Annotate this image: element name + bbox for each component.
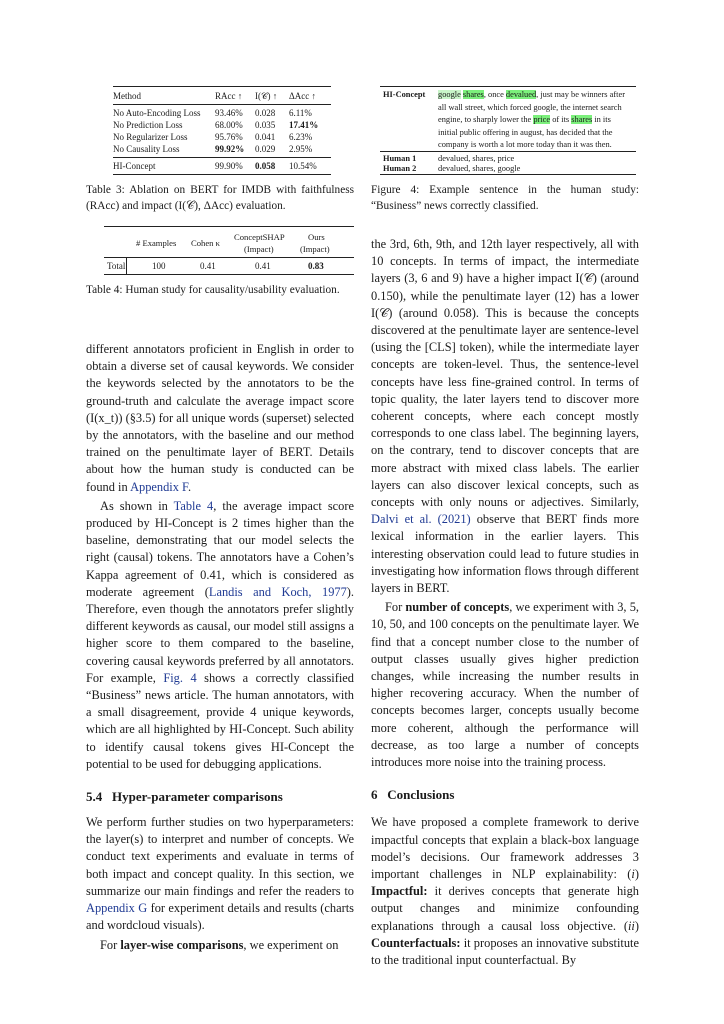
section-5-4-heading: 5.4 Hyper-parameter comparisons — [86, 789, 283, 805]
left-column — [86, 341, 354, 954]
paragraph: different annotators proficient in English in order to obtain a diverse set of causal keywords. We consider the keywords selected by the annotators to be the ground-truth and calculate the average impact score (I(x_t)) (§3.5) for all unique words (superset) selected by the annotators, with the baseline and our method trained on the penultimate layer of BERT. Details about how the human study is conducted can be found in Appendix F. — [86, 342, 354, 494]
fig-4-link[interactable]: Fig. 4 — [163, 670, 197, 685]
table-4-caption: Table 4: Human study for causality/usability evaluation. — [86, 284, 340, 296]
appendix-f-link[interactable]: Appendix F — [130, 479, 188, 494]
example-sentence: google shares, once devalued, just may be winners after all wall street, which forced google, the internet search engine, to sharply lower the price of its shares in its initial public offering in august, has decided that the company is worth a lot more today than it was then. — [438, 90, 625, 150]
figure-4-caption: Figure 4: Example sentence in the human study: “Business” news correctly classified. — [371, 184, 639, 212]
table-row: No Causality Loss 99.92% 0.029 2.95% — [113, 144, 313, 154]
paragraph: As shown in Table 4, the average impact score produced by HI-Concept is 2 times higher than the baseline, demonstrating that our model selects the right (causal) tokens. The annotators have a Cohen’s Kappa agreement of 0.41, which is considered as moderate agreement (Landis and Koch, 1977). Therefore, even though the annotators prefer slightly different keywords as causal, our model still assigns a higher score to them compared to the baseline, covering causal keywords preferred by all annotators. For example, Fig. 4 shows a correctly classified “Business” news article. The human annotators, with a small disagreement, provide 4 unique keywords, which are all highlighted by HI-Concept. Such ability to identify causal tokens gives HI-Concept the potential to be used for debugging applications. — [86, 498, 355, 771]
figure-4 — [380, 86, 636, 175]
human-2-label: Human 2 — [383, 164, 417, 173]
table-4: # Examples Cohen κ ConceptSHAP (Impact) Ours (Impact) Total 100 0.41 0.41 0.83 — [104, 226, 354, 275]
table-3-col-ic: I(𝒞) ↑ — [255, 90, 278, 101]
table-3-caption: Table 3: Ablation on BERT for IMDB with faithfulness (RAcc) and impact (I(𝒞), ΔAcc) evaluation. — [86, 184, 354, 212]
section-6-heading: 6 Conclusions — [371, 787, 455, 803]
table-4-col-ours: Ours — [308, 232, 325, 242]
table-row: No Auto-Encoding Loss 93.46% 0.028 6.11% — [113, 108, 312, 118]
table-row: Total 100 0.41 0.41 0.83 — [104, 258, 354, 274]
table-row: No Prediction Loss 68.00% 0.035 17.41% — [113, 120, 319, 130]
right-column — [371, 236, 639, 969]
table-4-link[interactable]: Table 4 — [173, 498, 214, 513]
human-1-label: Human 1 — [383, 154, 417, 163]
table-row: No Regularizer Loss 95.76% 0.041 6.23% — [113, 132, 313, 142]
table-4-col-cohen: Cohen κ — [191, 238, 220, 248]
table-3-header — [113, 89, 331, 103]
table-3-col-racc: RAcc ↑ — [215, 91, 243, 101]
paragraph: the 3rd, 6th, 9th, and 12th layer respectively, all with 10 concepts. In terms of impact, the intermediate layers (3, 6 and 9) have a higher impact I(𝒞) (around 0.150), while the penultimate layer (12) has a lower I(𝒞) (around 0.058). This is because the concepts discovered at the penultimate layer are sentence-level (using the [CLS] token), while the intermediate layer concepts are token-level. Thus, the sentence-level concepts have less fine-grained control. In terms of topic quality, the later layers tend to discover more coherent concepts, where each concept mostly corresponds to one class label. The beginning layers, on the contrary, tend to discover concepts that are more abstract with mixed class labels. The earlier layers can also discover lexical concepts, such as concepts with only nouns or adjectives. Similarly, Dalvi et al. (2021) observe that BERT finds more lexical information in the earlier layers. This interesting observation could lead to future studies in investigating how information flows through different layers in BERT. — [371, 237, 639, 596]
table-row: HI-Concept 99.90% 0.058 10.54% — [113, 161, 317, 171]
table-3 — [113, 86, 331, 175]
table-3-col-method: Method — [113, 91, 141, 101]
paragraph: For layer-wise comparisons, we experiment on — [100, 937, 339, 952]
dalvi-link[interactable]: Dalvi et al. (2021) — [371, 512, 471, 527]
table-4-col-conceptshap: ConceptSHAP — [234, 232, 285, 242]
paragraph: For number of concepts, we experiment with 3, 5, 10, 50, and 100 concepts on the penultimate layer. We find that a concept number close to the number of output classes usually gives higher prediction changes, while increasing the number results in higher recovering accuracy. When the number of concepts becomes larger, concepts usually become more coherent, although the performance will decrease, as too large a number of concepts introduces more noise into the training process. — [371, 600, 639, 770]
hi-concept-label: HI-Concept — [383, 90, 426, 99]
table-4-col-examples: # Examples — [136, 238, 177, 248]
appendix-g-link[interactable]: Appendix G — [86, 901, 148, 916]
human-2-keywords: devalued, shares, google — [438, 164, 521, 173]
table-3-col-dacc: ΔAcc ↑ — [289, 91, 317, 101]
landis-koch-link[interactable]: Landis and Koch, 1977 — [208, 584, 347, 599]
paragraph: We perform further studies on two hyperparameters: the layer(s) to interpret and number of concepts. We conduct text experiments and evaluate in terms of both impact and concept quality. In this section, we summarize our main findings and refer the readers to Appendix G for experiment details and results (charts and wordcloud visuals). — [86, 815, 354, 933]
paragraph: We have proposed a complete framework to derive impactful concepts that explain a black-box language model’s decisions. Our framework addresses 3 important challenges in NLP explainability: (i) Impactful: it derives concepts that generate high output changes and minimize confounding explanations through a causal loss objective. (ii) Counterfactuals: it proposes an innovative substitute to the traditional input counterfactual. By — [371, 815, 639, 967]
human-1-keywords: devalued, shares, price — [438, 154, 515, 163]
